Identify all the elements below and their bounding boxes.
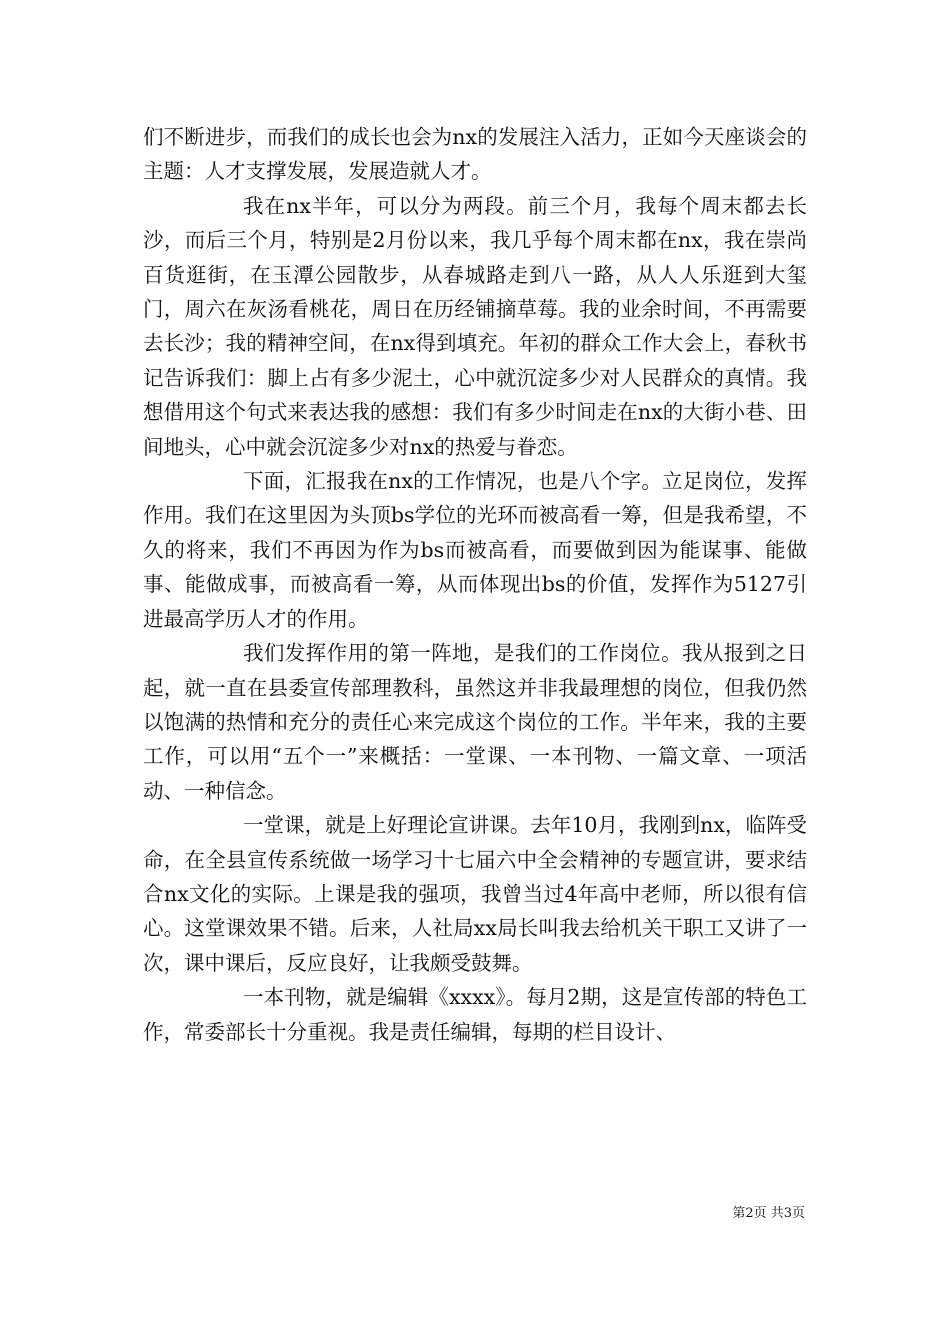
paragraph-one-lecture: 一堂课，就是上好理论宣讲课。去年10月，我刚到nx，临阵受命，在全县宣传系统做一场学习十七届六中全会精神的专题宣讲，要求结合nx文化的实际。上课是我的强项，我曾当过4年高中老师，所以很有信心。这堂课效果不错。后来，人社局xx局长叫我去给机关干职工又讲了一次，课中课后，反应良好，让我颇受鼓舞。 [143, 813, 807, 975]
paragraph-work-report: 下面，汇报我在nx的工作情况，也是八个字。立足岗位，发挥作用。我们在这里因为头顶bs学位的光环而被高看一筹，但是我希望，不久的将来，我们不再因为作为bs而被高看，而要做到因为能谋事、能做事、能做成事，而被高看一筹，从而体现出bs的价值，发挥作为5127引进最高学历人才的作用。 [143, 469, 807, 631]
paragraph-continuation: 们不断进步，而我们的成长也会为nx的发展注入活力，正如今天座谈会的主题：人才支撑发展，发展造就人才。 [143, 125, 807, 184]
document-body [143, 120, 807, 1049]
paragraph-one-journal: 一本刊物，就是编辑《xxxx》。每月2期，这是宣传部的特色工作，常委部长十分重视。我是责任编辑，每期的栏目设计、 [143, 985, 807, 1044]
paragraph-half-year: 我在nx半年，可以分为两段。前三个月，我每个周末都去长沙，而后三个月，特别是2月份以来，我几乎每个周末都在nx，我在崇尚百货逛街，在玉潭公园散步，从春城路走到八一路，从人人乐逛到大玺门，周六在灰汤看桃花，周日在历经铺摘草莓。我的业余时间，不再需要去长沙；我的精神空间，在nx得到填充。年初的群众工作大会上，春秋书记告诉我们：脚上占有多少泥土，心中就沉淀多少对人民群众的真情。我想借用这个句式来表达我的感想：我们有多少时间走在nx的大街小巷、田间地头，心中就会沉淀多少对nx的热爱与眷恋。 [143, 193, 807, 459]
page-number-footer: 第2页 共3页 [732, 1206, 805, 1221]
paragraph-first-position: 我们发挥作用的第一阵地，是我们的工作岗位。我从报到之日起，就一直在县委宣传部理教科，虽然这并非我最理想的岗位，但我仍然以饱满的热情和充分的责任心来完成这个岗位的工作。半年来，我的主要工作，可以用“五个一”来概括：一堂课、一本刊物、一篇文章、一项活动、一种信念。 [143, 641, 807, 803]
